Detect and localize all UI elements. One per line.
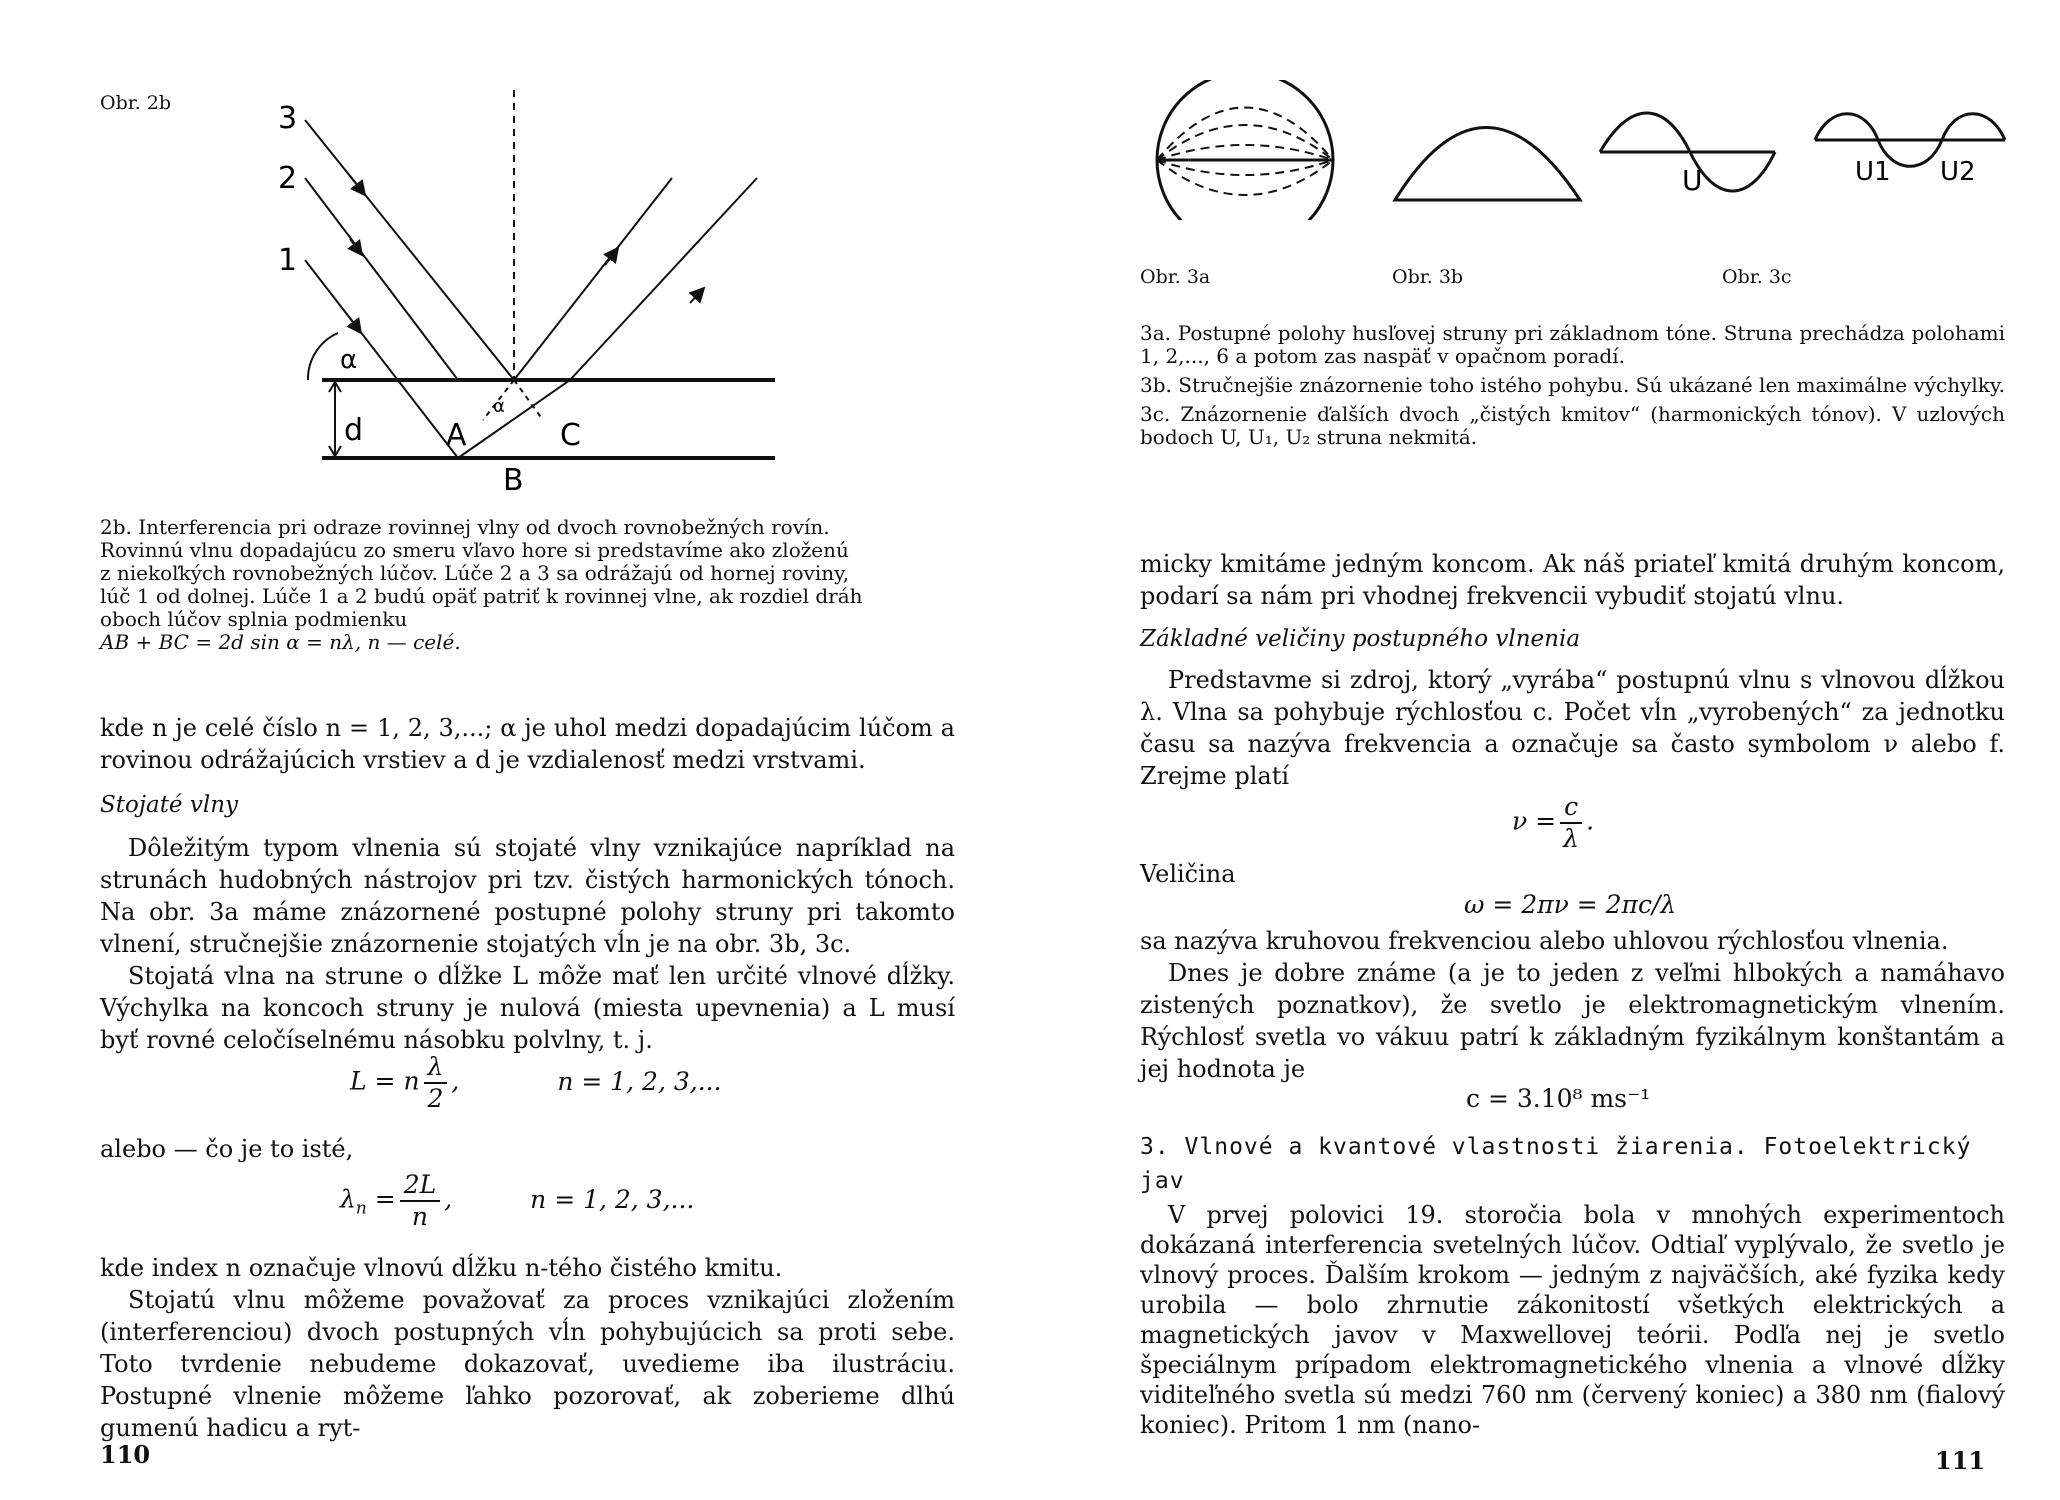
ray-2 (305, 178, 458, 380)
page-number: 111 (1935, 1446, 1986, 1475)
section-heading-standing-waves: Stojaté vlny (100, 792, 239, 818)
caption-line: oboch lúčov splnia podmienku (100, 607, 408, 631)
alpha-label: α (340, 345, 358, 375)
right-text-block-3 (1140, 858, 2005, 890)
figure-3c-harmonic-2 (1815, 114, 2005, 187)
paragraph: Veličina (1140, 860, 1236, 888)
formula-speed-of-light: c = 3.10⁸ ms⁻¹ (1466, 1084, 1651, 1113)
left-text-block-4 (100, 1252, 955, 1444)
ray-3 (305, 120, 514, 380)
right-page (1030, 0, 2060, 1500)
paragraph: Dnes je dobre známe (a je to jeden z veľmi hlbokých a namáhavo zistených poznatkov), že svetlo je elektromagnetickým vlnením. Rýchlosť svetla vo vákuu patrí k základným fyzikálnym konštantám a jej hodnota je (1140, 959, 2005, 1083)
point-b-label: B (503, 463, 524, 498)
figure-3-diagrams (1150, 80, 2030, 220)
paragraph: sa nazýva kruhovou frekvenciou alebo uhlovou rýchlosťou vlnenia. (1140, 927, 1949, 955)
section-heading-wave-quantities: Základné veličiny postupného vlnenia (1140, 626, 1581, 652)
paragraph: kde n je celé číslo n = 1, 2, 3,...; α je uhol medzi dopadajúcim lúčom a rovinou odrážajúcich vrstiev a d je vzdialenosť medzi vrstvami. (100, 714, 955, 774)
figure-2b-label: Obr. 2b (100, 92, 172, 114)
node-u1-label: U1 (1855, 157, 1891, 187)
paragraph: Stojatú vlnu môžeme považovať za proces vznikajúci zložením (interferenciou) dvoch postupných vĺn pohybujúcich sa proti sebe. Toto tvrdenie nebudeme dokazovať, uvedieme iba ilustráciu. Postupné vlnenie môžeme ľahko pozorovať, ak zoberieme dlhú gumenú hadicu a ryt- (100, 1286, 955, 1442)
alpha-small-label: α (493, 396, 505, 417)
figure-3b-max-displacement (1395, 128, 1580, 201)
figure-2b-caption (100, 516, 955, 654)
left-text-block-2 (100, 832, 955, 1056)
figure-2b-diagram (260, 80, 800, 500)
node-u2-label: U2 (1940, 157, 1976, 187)
paragraph: kde index n označuje vlnovú dĺžku n-tého čistého kmitu. (100, 1254, 783, 1282)
caption-condition: AB + BC = 2d sin α = nλ, n — celé. (100, 630, 461, 654)
paragraph: Stojatá vlna na strune o dĺžke L môže mať len určité vlnové dĺžky. Výchylka na koncoch struny je nulová (miesta upevnenia) a L musí byť rovné celočíselnému násobku polvlny, t. j. (100, 962, 955, 1054)
right-text-block-5 (1140, 1200, 2005, 1440)
ray-1 (305, 260, 458, 458)
ray-label-1: 1 (278, 243, 298, 278)
right-text-block-4 (1140, 925, 2005, 1085)
point-c-label: C (560, 418, 581, 453)
ray-label-3: 3 (278, 101, 298, 136)
caption-line: 2b. Interferencia pri odraze rovinnej vlny od dvoch rovnobežných rovín. (100, 515, 830, 539)
figure-3-caption (1140, 322, 2005, 449)
ray-label-2: 2 (278, 161, 298, 196)
paragraph: alebo — čo je to isté, (100, 1135, 354, 1163)
node-u-label: U (1682, 164, 1703, 197)
paragraph: Predstavme si zdroj, ktorý „vyrába“ postupnú vlnu s vlnovou dĺžkou λ. Vlna sa pohybuje rýchlosťou c. Počet vĺn „vyrobených“ za jednotku času sa nazýva frekvencia a označuje sa často symbolom ν alebo f. Zrejme platí (1140, 666, 2005, 790)
paragraph: micky kmitáme jedným koncom. Ak náš priateľ kmitá druhým koncom, podarí sa nám pri vhodnej frekvencii vybudiť stojatú vlnu. (1140, 550, 2005, 610)
reflected-ray-a (514, 178, 672, 380)
reflected-ray-b (570, 178, 757, 380)
point-a-label: A (446, 418, 467, 453)
d-label: d (344, 413, 364, 448)
formula-wavelength-condition: L = n $\frac{\lambda}{2}$ , n = 1, 2, 3,... (350, 1052, 722, 1113)
section-title: 3. Vlnové a kvantové vlastnosti žiarenia. Fotoelektrický jav (1140, 1134, 1972, 1194)
caption-3b: 3b. Stručnejšie znázornenie toho istého pohybu. Sú ukázané len maximálne výchylky. (1140, 373, 2005, 397)
caption-line: z niekoľkých rovnobežných lúčov. Lúče 2 a 3 sa odrážajú od hornej roviny, (100, 561, 850, 585)
left-text-block-3 (100, 1133, 955, 1165)
left-text-block-1 (100, 712, 955, 776)
formula-frequency: ν = $\frac{c}{\lambda}$ . (1512, 792, 1595, 853)
figure-3a-string-positions (1157, 80, 1333, 220)
right-text-block-2 (1140, 664, 2005, 792)
paragraph: V prvej polovici 19. storočia bola v mnohých experimentoch dokázaná interferencia svetelných lúčov. Odtiaľ vyplývalo, že svetlo je vlnový proces. Ďalším krokom — jedným z najväčších, aké fyzika kedy urobila — bolo zhrnutie zákonitostí všetkých elektrických a magnetických javov v Maxwellovej teórii. Podľa nej je svetlo špeciálnym prípadom elektromagnetického vlnenia a vlnové dĺžky viditeľného svetla sú medzi 760 nm (červený koniec) a 380 nm (fialový koniec). Pritom 1 nm (nano- (1140, 1201, 2005, 1439)
right-text-block-1 (1140, 548, 2005, 612)
caption-3a: 3a. Postupné polohy husľovej struny pri základnom tóne. Struna prechádza polohami 1, 2,..., 6 a potom zas naspäť v opačnom poradí. (1140, 321, 2005, 368)
caption-line: Rovinnú vlnu dopadajúcu zo smeru vľavo hore si predstavíme ako zloženú (100, 538, 849, 562)
page-number: 110 (100, 1440, 151, 1469)
figure-3c-label: Obr. 3c (1722, 266, 1792, 288)
caption-3c: 3c. Znázornenie ďalších dvoch „čistých kmitov“ (harmonických tónov). V uzlových bodoch U, U₁, U₂ struna nekmitá. (1140, 402, 2005, 449)
figure-3b-label: Obr. 3b (1392, 266, 1464, 288)
caption-line: lúč 1 od dolnej. Lúče 1 a 2 budú opäť patriť k rovinnej vlne, ak rozdiel dráh (100, 584, 863, 608)
formula-lambda-n: $\lambda_n$ = $\frac{2L}{n}$ , n = 1, 2, 3,... (340, 1170, 695, 1231)
figure-3c-harmonic-1 (1600, 113, 1775, 197)
figure-3a-label: Obr. 3a (1140, 266, 1211, 288)
paragraph: Dôležitým typom vlnenia sú stojaté vlny vznikajúce napríklad na strunách hudobných nástrojov pri tzv. čistých harmonických tónoch. Na obr. 3a máme znázornené postupné polohy struny pri takomto vlnení, stručnejšie znázornenie stojatých vĺn je na obr. 3b, 3c. (100, 834, 955, 958)
formula-angular-frequency: ω = 2πν = 2πc/λ (1464, 890, 1677, 919)
